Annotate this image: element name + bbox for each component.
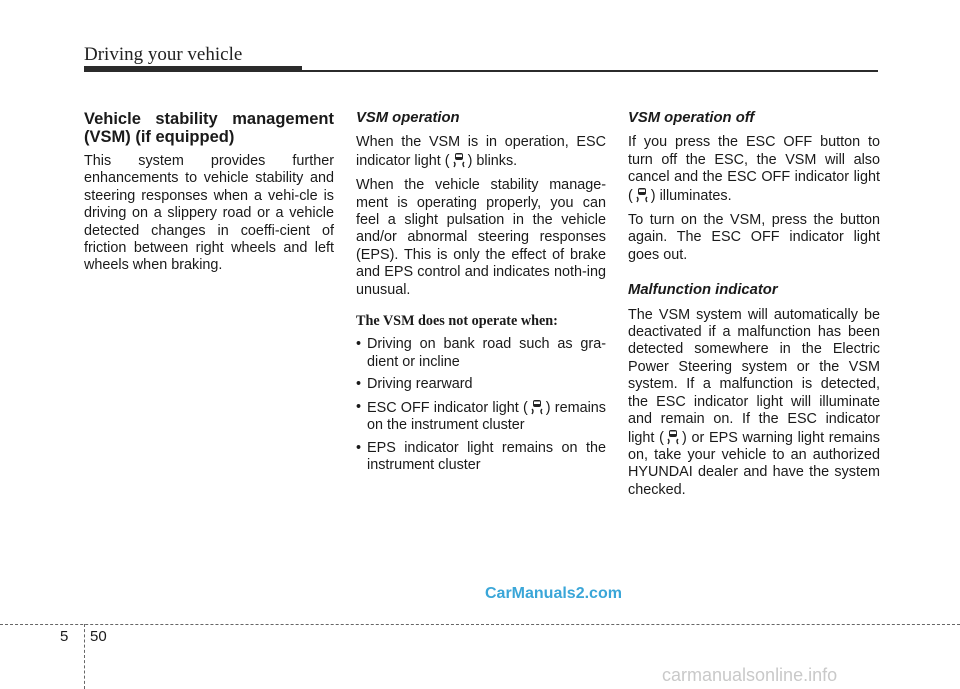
skidding-car-icon bbox=[452, 152, 466, 168]
vsm-off-paragraph-2: To turn on the VSM, press the button again. The ESC OFF indicator light goes out. bbox=[628, 212, 880, 263]
column-vsm-off bbox=[628, 110, 880, 506]
operation-text-b: ) blinks. bbox=[467, 152, 518, 169]
list-item: • Driving rearward bbox=[356, 376, 606, 393]
footer-vertical-divider bbox=[84, 624, 85, 689]
list-item bbox=[356, 399, 606, 435]
vsm-off-text-b: ) illuminates. bbox=[650, 187, 732, 204]
chapter-number: 5 bbox=[60, 628, 69, 645]
bullet-text-b: ) remains on the instrument cluster bbox=[367, 399, 606, 434]
subsection-title-vsm-off: VSM operation off bbox=[628, 110, 755, 126]
operation-paragraph-2: When the vehicle stability manage-ment is operating properly, you can feel a slight pulsation in the vehicle and/or abnormal steering responses (EPS). This is only the effect of brake and EPS control and indicates noth-ing unusual. bbox=[356, 177, 606, 298]
site-watermark: carmanualsonline.info bbox=[662, 665, 838, 685]
malfunction-text-a: The VSM system will automatically be deactivated if a malfunction has been detected somewhere in the Electric Power Steering system or the VSM system. If a malfunction is detected, the ESC indicator light will illuminate and remain on. If the ESC indicator light ( bbox=[628, 306, 880, 446]
watermark-link[interactable]: CarManuals2.com bbox=[485, 585, 622, 602]
vsm-off-paragraph-1 bbox=[628, 134, 880, 205]
malfunction-text-b: ) or EPS warning light remains on, take your vehicle to an authorized HYUNDAI dealer and have the system checked. bbox=[628, 429, 880, 498]
not-operate-list bbox=[356, 336, 606, 474]
malfunction-paragraph bbox=[628, 307, 880, 499]
list-item: • Driving on bank road such as gra-dient or incline bbox=[356, 336, 606, 371]
column-vsm-operation bbox=[356, 110, 606, 479]
esc-off-skidding-car-icon bbox=[635, 187, 649, 203]
header-rule-thin bbox=[300, 70, 878, 72]
vsm-off-text-a: If you press the ESC OFF button to turn off the ESC, the VSM will also cancel and the ESC OFF indicator light ( bbox=[628, 134, 880, 204]
section-title: Vehicle stability management (VSM) (if equipped) bbox=[84, 110, 334, 146]
footer-divider bbox=[0, 624, 960, 625]
column-vsm-intro bbox=[84, 110, 334, 282]
page-number: 50 bbox=[90, 628, 107, 645]
header-title: Driving your vehicle bbox=[84, 44, 243, 65]
operation-paragraph-1 bbox=[356, 134, 606, 170]
intro-paragraph: This system provides further enhancements to vehicle stability and steering responses when a vehi-cle is driving on a slippery road or a vehicle detected changes in coeffi-cient of friction between right wheels and left wheels when braking. bbox=[84, 153, 334, 274]
header-rule-thick bbox=[84, 66, 302, 72]
subsection-title-malfunction: Malfunction indicator bbox=[628, 282, 778, 299]
skidding-car-icon bbox=[666, 429, 680, 445]
subsection-title-vsm-operation: VSM operation bbox=[356, 110, 460, 126]
list-item: • EPS indicator light remains on the instrument cluster bbox=[356, 440, 606, 475]
esc-off-skidding-car-icon bbox=[530, 399, 544, 415]
not-operate-heading: The VSM does not operate when: bbox=[356, 313, 558, 330]
operation-text-a: When the VSM is in operation, ESC indicator light ( bbox=[356, 134, 606, 169]
bullet-text-a: ESC OFF indicator light ( bbox=[367, 399, 528, 416]
